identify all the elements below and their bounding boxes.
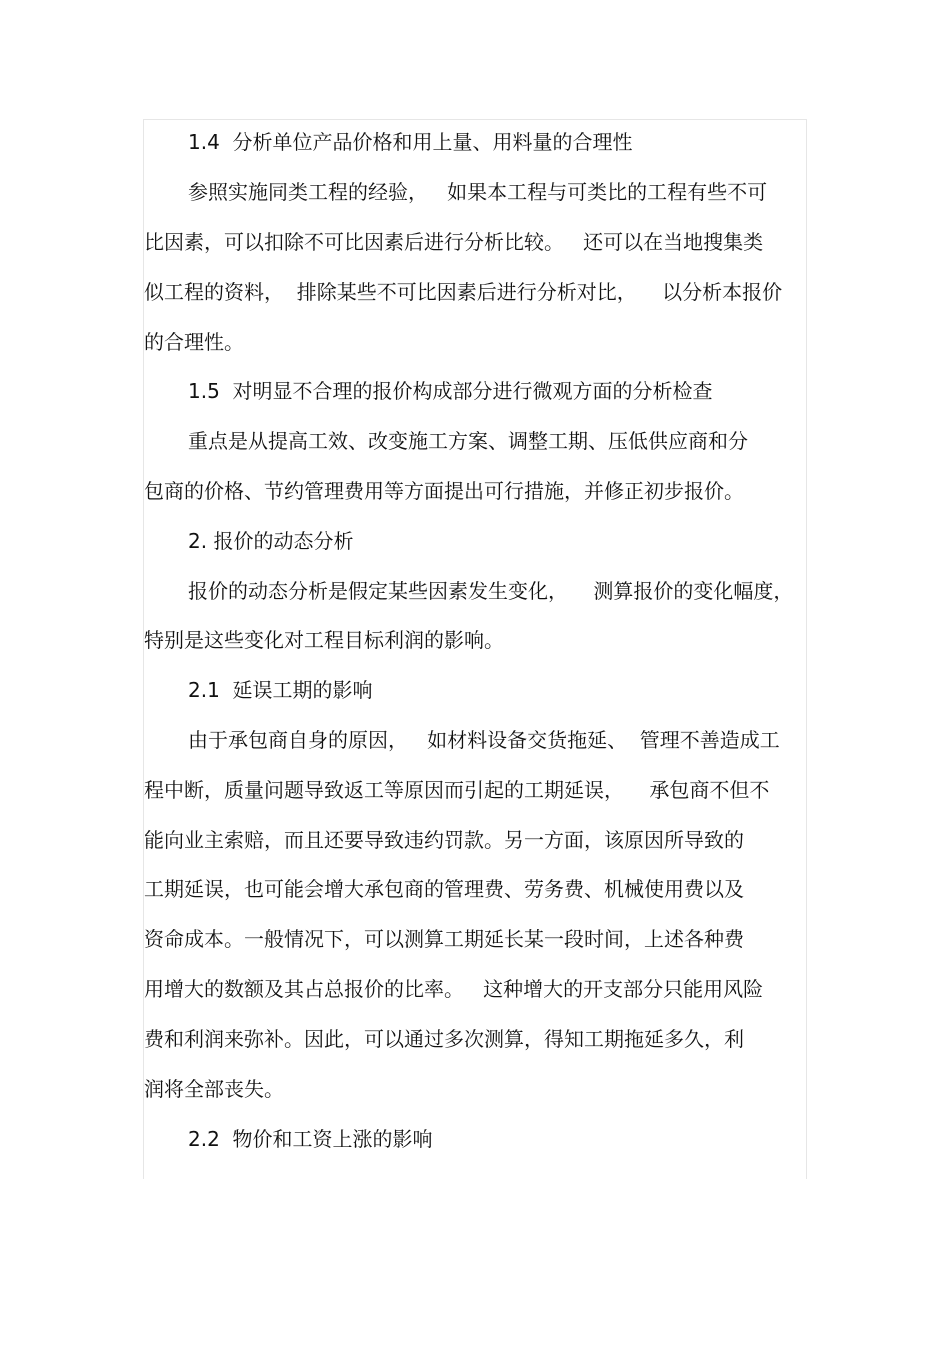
paragraph-line: 特别是这些变化对工程目标利润的影响。 [144,628,504,652]
paragraph-line: 费和利润来弥补。因此，可以通过多次测算，得知工期拖延多久，利 [144,1027,744,1051]
paragraph-line: 重点是从提高工效、改变施工方案、调整工期、压低供应商和分 [188,429,748,453]
heading-2: 2. 报价的动态分析 [188,529,354,553]
paragraph-line: 由于承包商自身的原因， 如材料设备交货拖延、 管理不善造成工 [188,728,780,752]
paragraph-line: 包商的价格、节约管理费用等方面提出可行措施，并修正初步报价。 [144,479,744,503]
heading-1-5: 1.5 对明显不合理的报价构成部分进行微观方面的分析检查 [188,379,713,403]
paragraph-line: 的合理性。 [144,330,244,354]
heading-1-4: 1.4 分析单位产品价格和用上量、用料量的合理性 [188,130,633,154]
paragraph-line: 比因素，可以扣除不可比因素后进行分析比较。 还可以在当地搜集类 [144,230,764,254]
paragraph-line: 润将全部丧失。 [144,1077,284,1101]
paragraph-line: 资命成本。一般情况下，可以测算工期延长某一段时间，上述各种费 [144,927,744,951]
paragraph-line: 似工程的资料， 排除某些不可比因素后进行分析对比， 以分析本报价 [144,280,783,304]
heading-2-1: 2.1 延误工期的影响 [188,678,373,702]
paragraph-line: 工期延误，也可能会增大承包商的管理费、劳务费、机械使用费以及 [144,877,744,901]
paragraph-line: 参照实施同类工程的经验， 如果本工程与可类比的工程有些不可 [188,180,768,204]
paragraph-line: 程中断，质量问题导致返工等原因而引起的工期延误， 承包商不但不 [144,778,770,802]
paragraph-line: 能向业主索赔，而且还要导致违约罚款。另一方面，该原因所导致的 [144,828,744,852]
paragraph-line: 用增大的数额及其占总报价的比率。 这种增大的开支部分只能用风险 [144,977,764,1001]
heading-2-2: 2.2 物价和工资上涨的影响 [188,1127,433,1151]
paragraph-line: 报价的动态分析是假定某些因素发生变化， 测算报价的变化幅度， [188,579,794,603]
